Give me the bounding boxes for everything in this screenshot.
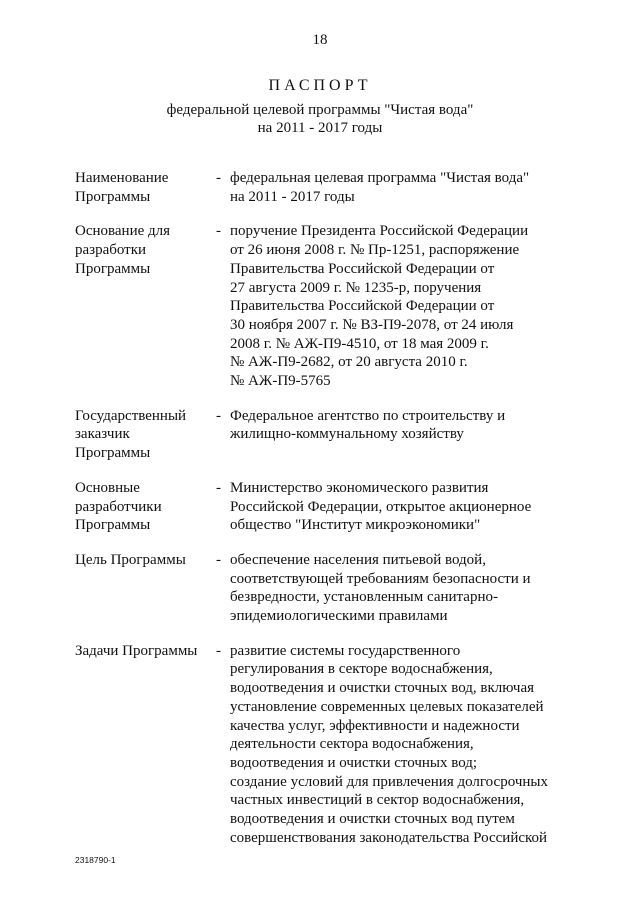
value-line: качества услуг, эффективности и надежности [230,717,520,734]
row-value [230,222,575,390]
value-line: федеральная целевая программа "Чистая вода" [230,170,530,186]
passport-row-tasks [75,642,575,848]
document-subtitle [0,101,640,137]
label-line: Программы [75,188,151,205]
value-line: 30 ноября 2007 г. № ВЗ-П9-2078, от 24 июля [230,316,514,333]
value-line: водоотведения и очистки сточных вод путем [230,811,515,828]
row-dash: - [216,407,221,424]
value-line: № АЖ-П9-5765 [230,373,331,390]
value-line: водоотведения и очистки сточных вод; [230,754,478,771]
label-line: Задачи Программы [75,642,198,659]
value-line: общество "Институт микроэкономики" [230,517,481,534]
row-dash: - [216,642,221,659]
row-dash: - [216,170,221,186]
passport-row-customer [75,407,575,463]
label-line: Цель Программы [75,551,186,568]
row-value [230,479,575,535]
value-line: № АЖ-П9-2682, от 20 августа 2010 г. [230,354,468,371]
value-line: Министерство экономического развития [230,479,489,496]
passport-row-developers [75,479,575,535]
value-line: деятельности сектора водоснабжения, [230,736,474,753]
row-dash: - [216,551,221,568]
value-line: обеспечение населения питьевой водой, [230,551,486,568]
row-dash: - [216,223,221,240]
value-line: Федеральное агентство по строительству и [230,407,506,424]
value-line: от 26 июня 2008 г. № Пр-1251, распоряжение [230,242,520,259]
subtitle-line: на 2011 - 2017 годы [257,120,383,136]
label-line: Наименование [75,170,169,186]
row-value [230,407,575,444]
value-line: установление современных целевых показателей [230,698,544,715]
row-label [75,222,216,278]
row-label [75,407,216,463]
value-line: регулирования в секторе водоснабжения, [230,661,493,678]
label-line: Основные [75,479,140,496]
row-value [230,642,575,848]
value-line: Правительства Российской Федерации от [230,298,495,315]
value-line: совершенствования законодательства Российской [230,829,548,846]
label-line: заказчик [75,426,130,443]
label-line: разработчики [75,498,162,515]
row-label [75,551,216,570]
value-line: частных инвестиций в сектор водоснабжения, [230,792,525,809]
document-title: ПАСПОРТ [268,77,372,94]
passport-row-basis [75,222,575,390]
value-line: безвредности, установленным санитарно- [230,589,498,606]
label-line: Государственный [75,407,187,424]
label-line: Программы [75,517,151,534]
value-line: соответствующей требованиям безопасности и [230,570,531,587]
label-line: Программы [75,445,151,462]
label-line: Программы [75,260,151,277]
page-number: 18 [312,32,328,48]
value-line: создание условий для привлечения долгосрочных [230,773,548,790]
row-label [75,479,216,535]
value-line: 27 августа 2009 г. № 1235-р, поручения [230,279,482,296]
row-value [230,169,575,206]
value-line: Российской Федерации, открытое акционерное [230,498,532,515]
value-line: поручение Президента Российской Федерации [230,223,529,240]
row-label [75,169,216,206]
value-line: эпидемиологическими правилами [230,608,448,625]
value-line: на 2011 - 2017 годы [230,188,355,205]
label-line: разработки [75,242,147,259]
footer-document-code: 2318790-1 [75,855,116,865]
label-line: Основание для [75,223,171,240]
passport-row-goal [75,551,575,626]
value-line: Правительства Российской Федерации от [230,260,495,277]
row-value [230,551,575,626]
subtitle-line: федеральной целевой программы "Чистая вода" [166,102,474,118]
passport-table [75,169,575,848]
value-line: развитие системы государственного [230,642,461,659]
value-line: 2008 г. № АЖ-П9-4510, от 18 мая 2009 г. [230,335,489,352]
row-dash: - [216,479,221,496]
value-line: водоотведения и очистки сточных вод, включая [230,680,535,697]
row-label [75,642,216,661]
passport-row-name [75,169,575,206]
value-line: жилищно-коммунальному хозяйству [230,426,464,443]
